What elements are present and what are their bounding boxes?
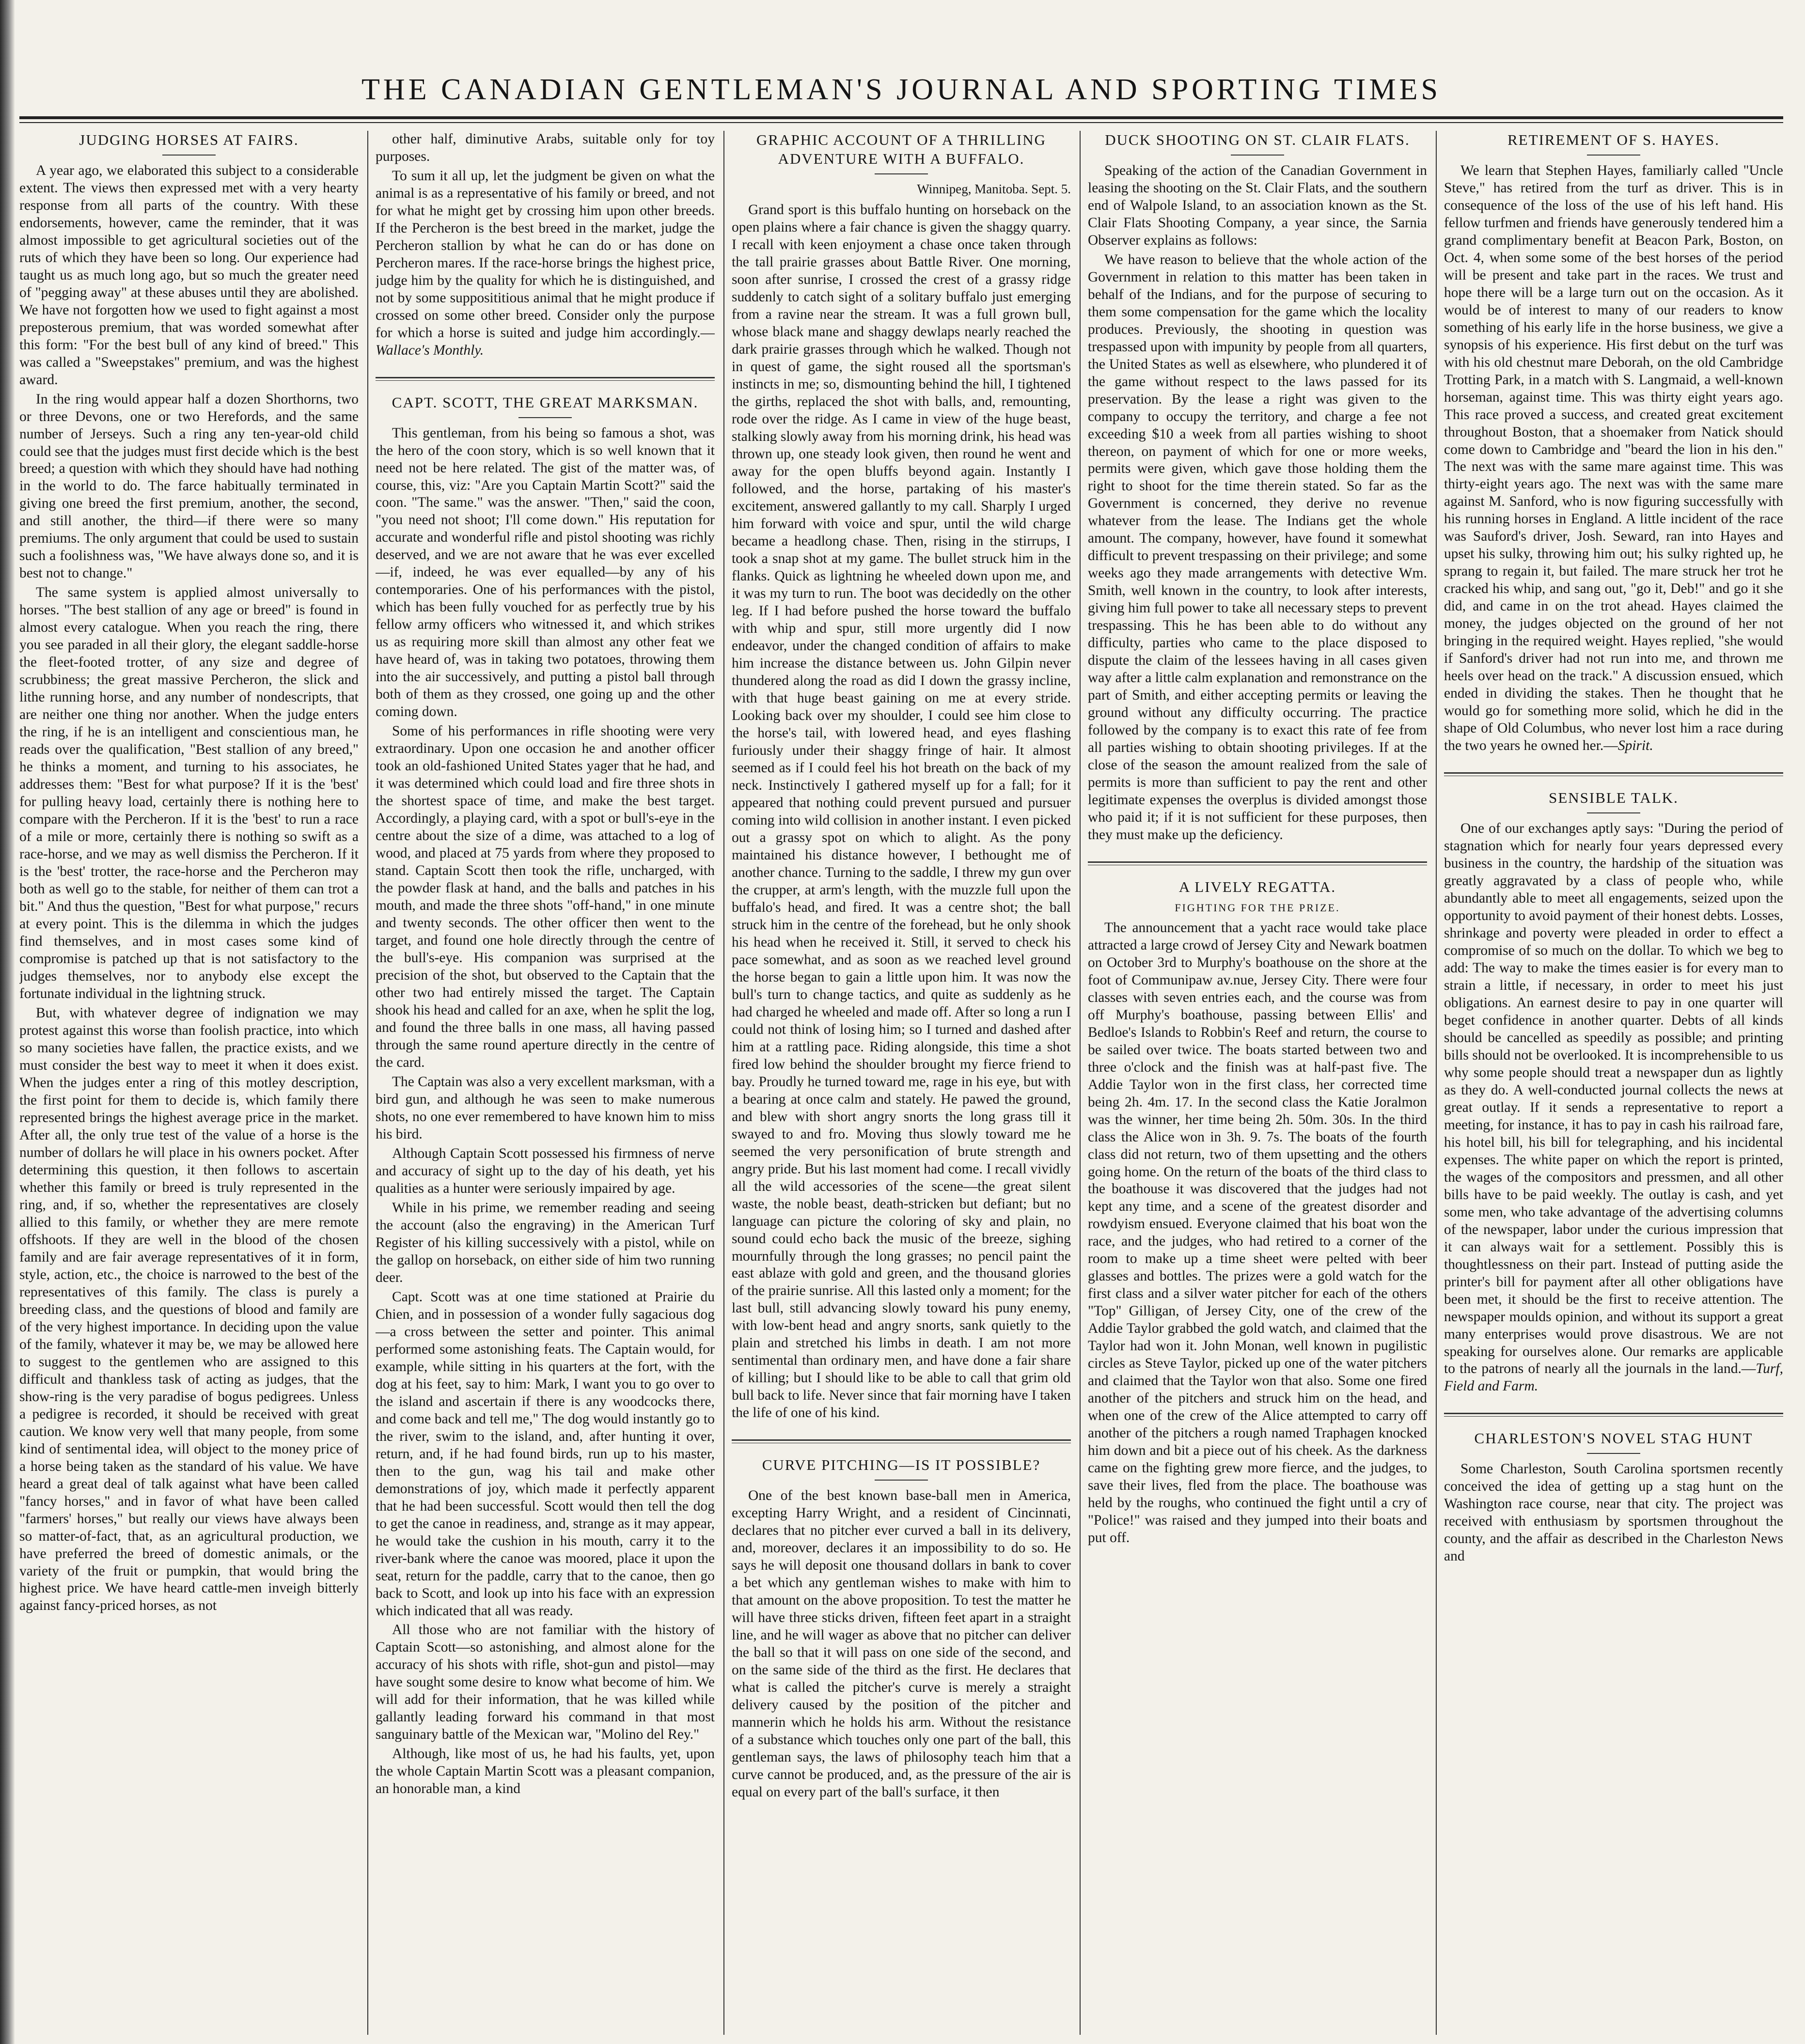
section-rule	[1088, 861, 1427, 865]
paragraph-text: One of our exchanges aptly says: "During the period of stagnation which for nearly four years depressed every business in the country, the hardship of the situation was greatly aggravated by a class of people who, while abundantly able to meet all engagements, seized upon the opportunity to avoid payment of their honest debts. Losses, shrinkage and poverty were pleaded in order to effect a compromise of so much on the dollar. To which we beg to add: The way to make the times easier is for every man to strain a little, if necessary, in order to meet his just obligations. An earnest desire to pay in one quarter will beget confidence in another quarter. Debts of all kinds should be cancelled as speedily as possible; and printing bills should not be overlooked. It is incomprehensible to us why some people should treat a newspaper dun as lightly as they do. A well-conducted journal collects the news at great outlay. If it sends a representative to report a meeting, for instance, it has to pay in cash his railroad fare, his hotel bill, his bill for telegraphing, and his incidental expenses. The white paper on which the report is printed, the wages of the compositors and pressmen, and all other bills have to be paid weekly. The outlay is cash, and yet some men, who take advantage of the advertising columns of the newspaper, labor under the curious impression that it can always wait for a settlement. Possibly this is thoughtlessness on their part. Instead of putting aside the printer's bill for payment after all other obligations have been met, it should be the first to receive attention. The newspaper moulds opinion, and without its support a great many enterprises would prove disastrous. We are not speaking for ourselves alone. Our remarks are applicable to the patrons of nearly all the journals in the land.—	[1444, 820, 1783, 1377]
section-rule	[732, 1439, 1071, 1443]
column-rule	[723, 131, 724, 2035]
paragraph	[1444, 162, 1783, 755]
article-title-buffalo: GRAPHIC ACCOUNT OF A THRILLING ADVENTURE WITH A BUFFALO.	[756, 131, 1046, 167]
paragraph: Speaking of the action of the Canadian Government in leasing the shooting on the St. Clair Flats, and the southern end of Walpole Island, to an association known as the St. Clair Flats Shooting Company, a year since, the Sarnia Observer explains as follows:	[1088, 162, 1427, 248]
section-rule	[1444, 1413, 1783, 1417]
article-title-capt-scott: CAPT. SCOTT, THE GREAT MARKSMAN.	[392, 393, 699, 411]
article-title-regatta: A LIVELY REGATTA.	[1178, 878, 1336, 896]
title-dash	[1587, 1453, 1640, 1454]
article-title-sensible-talk: SENSIBLE TALK.	[1549, 789, 1679, 807]
column-4	[1088, 131, 1427, 2035]
paragraph: Some of his performances in rifle shooting were very extraordinary. Upon one occasion he and another officer took an old-fashioned United States yager that he had, and it was determined which could load and fire three shots in the shortest space of time, and make the best target. Accordingly, a playing card, with a spot or bull's-eye in the centre about the size of a dime, was attached to a log of wood, and placed at 75 yards from where they proposed to stand. Captain Scott then took the rifle, uncharged, with the powder flask at hand, and the balls and patches in his mouth, and made the three shots "off-hand," in one minute and twenty seconds. The other officer then went to the target, and found one hole directly through the centre of the bull's-eye. His companion was surprised at the precision of the shot, but observed to the Captain that the other two had entirely missed the target. The Captain shook his head and called for an axe, when he split the log, and found the three balls in one mass, all having passed through the same round aperture directly in the centre of the card.	[376, 723, 715, 1070]
paragraph: Although Captain Scott possessed his firmness of nerve and accuracy of sight up to the day of his death, yet his qualities as a hunter were seriously impaired by age.	[376, 1145, 715, 1196]
article-subtitle: FIGHTING FOR THE PRIZE.	[1175, 901, 1340, 914]
article-title-curve-pitching: CURVE PITCHING—IS IT POSSIBLE?	[762, 1456, 1041, 1474]
article-title-duck-shooting: DUCK SHOOTING ON ST. CLAIR FLATS.	[1105, 131, 1410, 148]
paragraph-text: To sum it all up, let the judgment be given on what the animal is as a representative of his family or breed, and not for what he might get by crossing him upon other breeds. If the Percheron is the best breed in the market, judge the Percheron stallion by what he can do or has done on Percheron mares. If the race-horse brings the highest price, judge him by the quality for which he is distinguished, and not by some supposititious animal that he might produce if crossed on some other breed. Consider only the purpose for which a horse is suited and judge him accordingly.—	[376, 168, 715, 341]
paragraph: Although, like most of us, he had his faults, yet, upon the whole Captain Martin Scott was a pleasant companion, an honorable man, a kind	[376, 1746, 715, 1797]
title-dash	[875, 1480, 928, 1481]
column-1	[19, 131, 359, 2035]
paragraph: other half, diminutive Arabs, suitable only for toy purposes.	[376, 131, 715, 164]
column-3	[732, 131, 1071, 2035]
source-credit: Turf, Field and Farm.	[1444, 1361, 1783, 1394]
masthead-rule-thick	[19, 116, 1783, 119]
column-rule	[1436, 131, 1437, 2035]
paragraph: A year ago, we elaborated this subject to a considerable extent. The views then expressed met with a very hearty response from all parts of the country. With these endorsements, however, came the reminder, that it was almost impossible to get agricultural societies out of the ruts of which they have been so long. Our experience had taught us as much long ago, but so much the greater need of "pegging away" at these abuses until they are abolished. We have not forgotten how we used to fight against a most preposterous premium, that was worded somewhat after this form: "For the best bull of any kind of breed." This was called a "Sweepstakes" premium, and was the highest award.	[19, 162, 359, 388]
source-credit: Wallace's Monthly.	[376, 342, 484, 358]
masthead-rule-thin	[19, 122, 1783, 123]
paragraph: The same system is applied almost universally to horses. "The best stallion of any age or breed" is found in almost every catalogue. When you reach the ring, there you see paraded in all their glory, the elegant saddle-horse the fleet-footed trotter, of any size and degree of scrubbiness; the great massive Percheron, the slick and lithe running horse, and any number of nondescripts, that are neither one thing nor another. When the judge enters the ring, if he is an intelligent and conscientious man, he reads over the qualification, "Best stallion of any breed," he thinks a moment, and turning to his associates, he addresses them: "Best for what purpose? If it is the 'best' for pulling heavy load, certainly there is nothing here to compare with the Percheron. If it is the 'best' to run a race of a mile or more, certainly there is nothing so swift as a race-horse, and we may as well dismiss the Percheron. If it is the 'best' trotter, the race-horse and the Percheron may both as well go to the stable, for neither of them can trot a bit." And thus the question, "Best for what purpose," recurs at every point. This is the dilemma in which the judges find themselves, and in most cases some kind of compromise is patched up that is not satisfactory to the judges themselves, nor to anybody else except the fortunate individual in the lightning struck.	[19, 585, 359, 1002]
source-credit: Spirit.	[1617, 738, 1653, 754]
title-dash	[162, 155, 216, 156]
section-rule	[376, 377, 715, 381]
paragraph	[376, 168, 715, 359]
title-dash	[875, 173, 928, 174]
column-2	[376, 131, 715, 2035]
title-dash	[1587, 155, 1640, 156]
paragraph: This gentleman, from his being so famous a shot, was the hero of the coon story, which is so well known that it need not be here related. The gist of the matter was, of course, this, viz: "Are you Captain Martin Scott?" said the coon. "The same." was the answer. "Then," said the coon, "you need not shoot; I'll come down." His reputation for accurate and wonderful rifle and pistol shooting was richly deserved, and we are not aware that he was ever excelled—if, indeed, he was ever equalled—by any of his contemporaries. One of his performances with the pistol, which has been fully vouched for as perfectly true by his fellow army officers who witnessed it, and which strikes us as requiring more skill than almost any other feat we have heard of, was in taking two potatoes, throwing them into the air successively, and putting a pistol ball through both of them as they crossed, one going up and the other coming down.	[376, 425, 715, 720]
paragraph: But, with whatever degree of indignation we may protest against this worse than foolish practice, into which so many societies have fallen, the practice exists, and we must consider the best way to meet it when it does exist. When the judges enter a ring of this motley description, the first point for them to decide is, which family there represented brings the highest average price in the market. After all, the only true test of the value of a horse is the number of dollars he will place in his owners pocket. After determining this question, it then follows to ascertain whether this family or breed is truly represented in the ring, and, if so, whether the representatives are closely allied to this family, or whether they are mere remote offshoots. If they are well in the blood of the chosen family and are fair average representatives of it in form, style, action, etc., the choice is narrowed to the best of the representatives of this family. The class is purely a breeding class, and the questions of blood and family are of the very highest importance. In deciding upon the value of the family, whatever it may be, we may be allowed here to suggest to the gentlemen who are assigned to this difficult and thankless task of acting as judges, that the show-ring is the very paradise of bogus pedigrees. Unless a pedigree is recorded, it should be received with great caution. We know very well that many people, from some kind of sentimental idea, will object to the money price of a horse being taken as the standard of his value. We have heard a great deal of talk against what have been called "fancy horses," and in favor of what have been called "farmers' horses," but really our views have always been so matter-of-fact, that, as an agricultural production, we have preferred the breed of domestic animals, or the variety of the fruit or pumpkin, that would bring the highest price. We have heard cattle-men inveigh bitterly against fancy-priced horses, as not	[19, 1005, 359, 1614]
newspaper-page	[19, 0, 1783, 2044]
paragraph: Grand sport is this buffalo hunting on horseback on the open plains where a fair chance is given the shaggy quarry. I recall with keen enjoyment a chase once taken through the tall prairie grasses about Battle River. One morning, soon after sunrise, I crossed the crest of a grassy ridge suddenly to catch sight of a solitary buffalo just emerging from a ravine near the stream. It was a full grown bull, whose black mane and shaggy dewlaps nearly reached the dark prairie grasses through which he walked. Though not in quest of game, the sight roused all the sportsman's instincts in me; so, dismounting behind the hill, I tightened the girths, replaced the shot with balls, and, remounting, rode over the ridge. As I came in view of the huge beast, stalking slowly away from his morning drink, his head was thrown up, one steady look given, then round he went and away for the open bluffs beyond again. Instantly I followed, and the horse, partaking of his master's excitement, answered gallantly to my call. Sharply I urged him forward with voice and spur, until the wild charge became a headlong chase. Then, rising in the stirrups, I took a snap shot at my game. The bullet struck him in the flanks. Quick as lightning he wheeled down upon me, and it was my turn to run. The boot was decidedly on the other leg. If I had before pushed the horse toward the buffalo with whip and spur, still more urgently did I now endeavor, under the changed condition of affairs to make him increase the distance between us. John Gilpin never thundered along the road as did I down the grassy incline, with that huge beast gaining on me at every stride. Looking back over my shoulder, I could see him close to the horse's tail, with lowered head, and eyes flashing furiously under their shaggy fringe of hair. It almost seemed as if I could feel his hot breath on the back of my neck. Instinctively I gathered myself up for a fall; for it appeared that nothing could prevent pursued and pursuer coming into wild collision in another instant. I even picked out a grassy spot on which to alight. As the pony maintained his distance however, I bethought me of another chance. Turning to the saddle, I threw my gun over the crupper, at arm's length, with the muzzle full upon the buffalo's head, and fired. It was a centre shot; the ball struck him in the centre of the forehead, but he only shook his head when he received it. Still, it served to check his pace somewhat, and as soon as we reached level ground the horse began to gain a little upon him. It was now the bull's turn to change tactics, and quite as suddenly as he had charged he wheeled and made off. After so long a run I could not think of losing him; so I turned and dashed after him at a rattling pace. Riding alongside, this time a shot fired low behind the shoulder brought my fierce friend to bay. Proudly he turned toward me, rage in his eye, but with a bearing at once calm and stately. He pawed the ground, and blew with short angry snorts the long grass till it swayed to and fro. Moving thus slowly toward me he seemed the very personification of brute strength and angry pride. But his last moment had come. I recall vividly all the wild accessories of the scene—the great silent waste, the noble beast, death-stricken but defiant; but no language can picture the coloring of sky and plain, no sound could echo back the music of the breeze, sighing mournfully through the long grasses; no pencil paint the east ablaze with gold and green, and the thousand glories of the prairie sunrise. All this lasted only a moment; for the last bull, still advancing slowly toward his puny enemy, with low-bent head and angry snorts, sank quietly to the plain and stretched his limbs in death. I am not more sentimental than ordinary men, and have done a fair share of killing; but I should like to be able to call that grim old bull back to life. Never since that fair morning have I taken the life of one of his kind.	[732, 202, 1071, 1421]
paragraph: The announcement that a yacht race would take place attracted a large crowd of Jersey City and Newark boatmen on October 3rd to Murphy's boathouse on the shore at the foot of Communipaw av.nue, Jersey City. There were four classes with seven entries each, and the course was from off Murphy's boathouse, passing between Ellis' and Bedloe's Islands to Robbin's Reef and return, the course to be sailed over twice. The boats started between two and three o'clock and the finish was at half-past five. The Addie Taylor won in the first class, her corrected time being 2h. 4m. 17. In the second class the Katie Joralmon was the winner, her time being 2h. 50m. 30s. In the third class the Alice won in 3h. 9. 7s. The boats of the fourth class did not return, two of them upsetting and the others going home. On the return of the boats of the third class to the boathouse it was discovered that the judges had not kept any time, and a scene of the greatest disorder and rowdyism ensued. Everyone claimed that his boat won the race, and the judges, who had retired to a corner of the room to make up a time sheet were pelted with beer glasses and bottles. The prizes were a gold watch for the first class and a silver water pitcher for each of the others "Top" Gilligan, of Jersey City, one of the crew of the Addie Taylor grabbed the gold watch, and claimed that the Taylor had won it. John Monan, well known in pugilistic circles as Steve Taylor, picked up one of the water pitchers and claimed that the Taylor won that also. Some one fired another of the pitchers and struck him on the head, and when one of the crew of the Alice attempted to carry off another of the pitchers a rough named Traphagen knocked him down and bit a piece out of his cheek. As the darkness came on the fighting grew more fierce, and the judges, to save their lives, fled from the place. The boathouse was held by the roughs, who continued the fight until a cry of "Police!" was raised and they jumped into their boats and put off.	[1088, 920, 1427, 1546]
paragraph: While in his prime, we remember reading and seeing the account (also the engraving) in the American Turf Register of his killing successively with a pistol, while on the gallop on horseback, on either side of him two running deer.	[376, 1200, 715, 1285]
article-title-stag-hunt: CHARLESTON'S NOVEL STAG HUNT	[1474, 1430, 1753, 1447]
title-dash	[518, 417, 572, 418]
paragraph: All those who are not familiar with the history of Captain Scott—so astonishing, and almost alone for the accuracy of his shots with rifle, shot-gun and pistol—may have sought some desire to know what become of him. We will add for their information, that he was killed while gallantly leading forward his command in that most sanguinary battle of the Mexican war, "Molino del Rey."	[376, 1622, 715, 1743]
paragraph: One of the best known base-ball men in America, excepting Harry Wright, and a resident of Cincinnati, declares that no pitcher ever curved a ball in its delivery, and, moreover, declares it an impossibility to do so. He says he will deposit one thousand dollars in bank to cover a bet which any gentleman wishes to make with him to that amount on the above proposition. To test the matter he will have three sticks driven, fifteen feet apart in a straight line, and he will wager as above that no pitcher can deliver the ball so that it will pass on one side of the second, and on the same side of the third as the first. He declares that what is called the pitcher's curve is merely a straight delivery caused by the position of the pitcher and mannerin which he holds his arm. Without the resistance of a substance which touches only one part of the ball, this gentleman says, the laws of philosophy teach him that a curve cannot be produced, and, as the pressure of the air is equal on every part of the ball's surface, it then	[732, 1488, 1071, 1800]
paragraph: The Captain was also a very excellent marksman, with a bird gun, and although he was seen to make numerous shots, no one ever remembered to have known him to miss his bird.	[376, 1074, 715, 1142]
paragraph: In the ring would appear half a dozen Shorthorns, two or three Devons, one or two Herefords, and the same number of Jerseys. Such a ring any ten-year-old child could see that the judges must first decide which is the best breed; a question with which they should have had nothing in the world to do. The farce habitually terminated in giving one breed the first premium, another, the second, and still another, the third—if there were so many premiums. The only argument that could be used to sustain such a foolishness was, "We have always done so, and it is best not to change."	[19, 391, 359, 581]
columns	[19, 131, 1783, 2035]
article-title-hayes: RETIREMENT OF S. HAYES.	[1507, 131, 1720, 148]
title-dash	[1231, 155, 1284, 156]
paragraph: Capt. Scott was at one time stationed at Prairie du Chien, and in possession of a wonder fully sagacious dog—a cross between the setter and pointer. This animal performed some astonishing feats. The Captain would, for example, while sitting in his quarters at the fort, with the dog at his feet, say to him: Mark, I want you to go over to the island and ascertain if there is any woodcocks there, and come back and tell me," The dog would instantly go to the river, swim to the island, and, after hunting it over, return, and, if he had found birds, run up to his master, then to the gun, wag his tail and make other demonstrations of joy, which made it perfectly apparent that he had been successful. Scott would then tell the dog to get the canoe in readiness, and, strange as it may appear, he would take the cushion in his mouth, carry it to the river-bank where the canoe was moored, place it upon the seat, return for the paddle, carry that to the canoe, then go back to Scott, and look up into his face with an expression which indicated that all was ready.	[376, 1289, 715, 1619]
column-rule	[367, 131, 368, 2035]
column-rule	[1080, 131, 1081, 2035]
dateline: Winnipeg, Manitoba. Sept. 5.	[917, 181, 1071, 196]
paragraph: Some Charleston, South Carolina sportsmen recently conceived the idea of getting up a stag hunt on the Washington race course, near that city. The project was received with enthusiasm by sportsmen throughout the county, and the affair as described in the Charleston News and	[1444, 1461, 1783, 1564]
paragraph-text: We learn that Stephen Hayes, familiarly called "Uncle Steve," has retired from the turf as driver. This is in consequence of the loss of the use of his left hand. His fellow turfmen and friends have generously tendered him a grand complimentary benefit at Beacon Park, Boston, on Oct. 4, when some some of the best horses of the period will be present and take part in the races. We trust and hope there will be a large turn out on the occasion. As it would be of interest to many of our readers to know something of his early life in the horse business, we give a synopsis of his experience. His first debut on the turf was with his old chestnut mare Deborah, on the old Cambridge Trotting Park, in a match with S. Langmaid, a well-known horseman, against time. This was thirty eight years ago. This race proved a success, and created great excitement throughout Boston, that a shoemaker from Natick should come down to Cambridge and "beard the lion in his den." The next was with the same mare against time. This was thirty-eight years ago. The next was with the same mare against M. Sanford, who is now figuring successfully with his running horses in England. A little incident of the race was Sauford's driver, Josh. Seward, ran into Hayes and upset his sulky, throwing him out; his sulky righted up, he sprang to regain it, but failed. The mare struck her trot he cracked his whip, and sang out, "go it, Deb!" and go it she did, and came in on the trot ahead. Hayes claimed the money, the judges objected on the ground of her not bringing in the required weight. Hayes replied, "she would if Sanford's driver had not run into me, and thrown me heels over head on the track." A discussion ensued, which ended in dividing the stakes. Then he thought that he would go for something more solid, which he did in the shape of Old Columbus, who never lost him a race during the two years he owned her.—	[1444, 162, 1783, 754]
masthead: THE CANADIAN GENTLEMAN'S JOURNAL AND SPORTING TIMES	[361, 73, 1441, 106]
title-dash	[1587, 812, 1640, 813]
paragraph: We have reason to believe that the whole action of the Government in relation to this matter has been taken in behalf of the Indians, and for the purpose of securing to them some compensation for the game which the locality produces. Previously, the shooting in question was trespassed upon with impunity by people from all quarters, the United States as well as elsewhere, who plundered it of the game without respect to the laws passed for its preservation. By the lease a right was given to the company to occupy the territory, and charge a fee not exceeding $10 a week from all parties wishing to shoot thereon, on payment of which for one or more weeks, permits were given, which gave those holding them the right to shoot for the time therein stated. So far as the Government is concerned, they derive no revenue whatever from the lease. The Indians get the whole amount. The company, however, have found it somewhat difficult to prevent trespassing on their privilege; and some weeks ago they made arrangements with detective Wm. Smith, well known in the country, to look after interests, giving him full power to take all necessary steps to prevent trespassing. This he has been able to do without any difficulty, parties who came to the place disposed to dispute the claim of the lessees having in all cases given way after a little calm explanation and remonstrance on the part of Smith, and either accepting permits or leaving the ground without any difficulty occurring. The practice followed by the company is to exact this rate of fee from all parties wishing to obtain shooting privileges. If at the close of the season the amount realized from the sale of permits is more than sufficient to pay the rent and other legitimate expenses the overplus is divided amongst those who paid it; if it is not sufficient for these purposes, then they must make up the deficiency.	[1088, 251, 1427, 843]
section-rule	[1444, 772, 1783, 776]
binding-edge	[0, 0, 15, 2044]
column-5	[1444, 131, 1783, 2035]
article-title-judging-horses: JUDGING HORSES AT FAIRS.	[79, 131, 299, 148]
paragraph	[1444, 820, 1783, 1395]
